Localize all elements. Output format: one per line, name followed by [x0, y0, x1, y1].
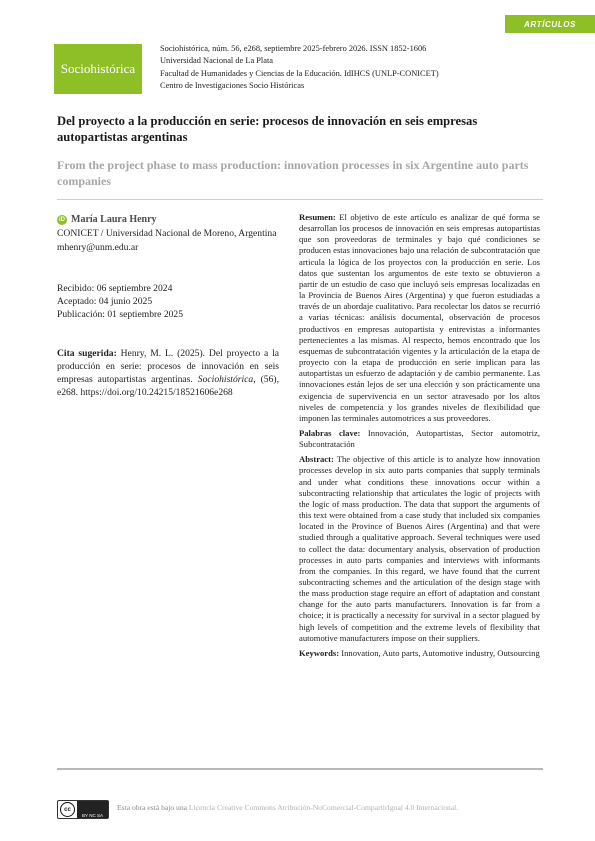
- citation-text-after[interactable]: , (56), e268. https://doi.org/10.24215/18521606e268: [57, 374, 279, 398]
- resumen-text: El objetivo de este artículo es analizar de qué forma se desarrollan los procesos de innovación en seis empresas autopartistas que son proveedoras de terminales y bajo qué condiciones se producen estas innovaciones bajo una relación de subcontratación que articula la lógica de los proyectos con la producción en serie. Los datos que sustentan los argumentos de este texto se obtuvieron a partir de un estudio de caso que incluyó seis empresas localizadas en la Provincia de Buenos Aires (Argentina) y que fueron estudiadas a través de un abordaje cualitativo. Para recolectar los datos se recurrió a varias técnicas: análisis documental, observación de procesos productivos en empresas autopartista y entrevistas a informantes pertenecientes a las mismas. Al respecto, hemos encontrado que los esquemas de subcontratación vigentes y la articulación de la etapa de proyecto con la etapa de producción en serie implican para las autopartistas un esfuerzo de adaptación y de cambio permanente. Las innovaciones están lejos de ser una elección y son prácticamente una exigencia de supervivencia en un sector atravesado por los altos niveles de competencia y los grandes niveles de flexibilidad que imponen las terminales automotrices a sus proveedores.: [299, 212, 541, 423]
- author-column: [57, 213, 279, 399]
- author-line: [57, 213, 279, 226]
- orcid-icon[interactable]: iD: [59, 216, 65, 223]
- section-badge: ARTÍCULOS: [505, 15, 595, 33]
- keywords-label: Keywords:: [299, 647, 340, 658]
- top-divider: [57, 199, 543, 200]
- bottom-divider: [57, 768, 543, 770]
- date-received: Recibido: 06 septiembre 2024: [57, 283, 173, 294]
- license-link[interactable]: Licencia Creative Commons Atribución-NoComercial-CompartirIgual 4.0 Internacional.: [188, 803, 459, 812]
- citation-text-before: Henry, M. L. (2025). Del proyecto a la producción en serie: procesos de innovación en seis empresas autopartistas argentinas.: [57, 348, 279, 385]
- journal-center-line: Centro de Investigaciones Socio Históricas: [160, 81, 305, 91]
- creative-commons-icon[interactable]: [57, 800, 109, 819]
- journal-logo: Sociohistórica: [54, 44, 142, 94]
- resumen-paragraph: [299, 212, 540, 424]
- article-title: Del proyecto a la producción en serie: procesos de innovación en seis empresas autopartistas argentinas: [57, 114, 478, 144]
- citation-label: Cita sugerida:: [57, 348, 117, 359]
- cc-symbol: cc: [60, 802, 75, 817]
- journal-university-line: Universidad Nacional de La Plata: [160, 56, 274, 66]
- resumen-label: Resumen:: [299, 212, 336, 222]
- author-affiliation: CONICET / Universidad Nacional de Moreno, Argentina: [57, 228, 277, 239]
- citation-journal: Sociohistórica: [197, 374, 254, 385]
- author-email[interactable]: mhenry@unm.edu.ar: [57, 242, 139, 253]
- abstract-label: Abstract:: [299, 454, 334, 465]
- abstract-column: [299, 212, 540, 663]
- palabras-clave-text: Innovación, Autopartistas, Sector automotriz, Subcontratación: [299, 427, 540, 450]
- publication-dates: [57, 282, 279, 321]
- journal-info: [160, 43, 439, 93]
- license-notice: [117, 803, 458, 812]
- palabras-clave-label: Palabras clave:: [299, 427, 361, 438]
- cc-terms: BY NC SA: [77, 801, 108, 818]
- abstract-text: The objective of this article is to analyze how innovation processes develop in six auto parts companies that supply terminals and under what conditions these innovations occur within a subcontracting relationship that articulates the logic of projects with the logic of mass production. The data that support the arguments of this text were obtained from a case study that included six companies located in the Province of Buenos Aires (Argentina) and that were studied through a qualitative approach. Several techniques were used to collect the data: documentary analysis, observation of production processes in auto parts companies and interviews with informants from the companies. In this regard, we have found that the current subcontracting schemes and the articulation of the design stage with the mass production stage require an effort of adaptation and constant change for the auto parts manufacturers. Innovation is far from a choice; it is practically a necessity for survival in a sector plagued by high levels of competition and the extreme levels of flexibility that automotive manufacturers impose on their suppliers.: [299, 454, 540, 643]
- suggested-citation: [57, 347, 279, 399]
- author-name: María Laura Henry: [71, 214, 157, 225]
- license-prefix: Esta obra está bajo una: [117, 803, 189, 812]
- palabras-clave-paragraph: [299, 428, 540, 450]
- date-accepted: Aceptado: 04 junio 2025: [57, 296, 153, 307]
- keywords-text: Innovation, Auto parts, Automotive industry, Outsourcing: [339, 647, 540, 658]
- keywords-paragraph: [299, 648, 540, 659]
- article-subtitle: From the project phase to mass production: innovation processes in six Argentine auto parts companies: [57, 158, 529, 188]
- journal-faculty-line: Facultad de Humanidades y Ciencias de la Educación. IdIHCS (UNLP-CONICET): [160, 68, 439, 78]
- date-published: Publicación: 01 septiembre 2025: [57, 309, 184, 320]
- abstract-paragraph: [299, 454, 540, 644]
- journal-issue-line: Sociohistórica, núm. 56, e268, septiembre 2025-febrero 2026. ISSN 1852-1606: [160, 44, 427, 53]
